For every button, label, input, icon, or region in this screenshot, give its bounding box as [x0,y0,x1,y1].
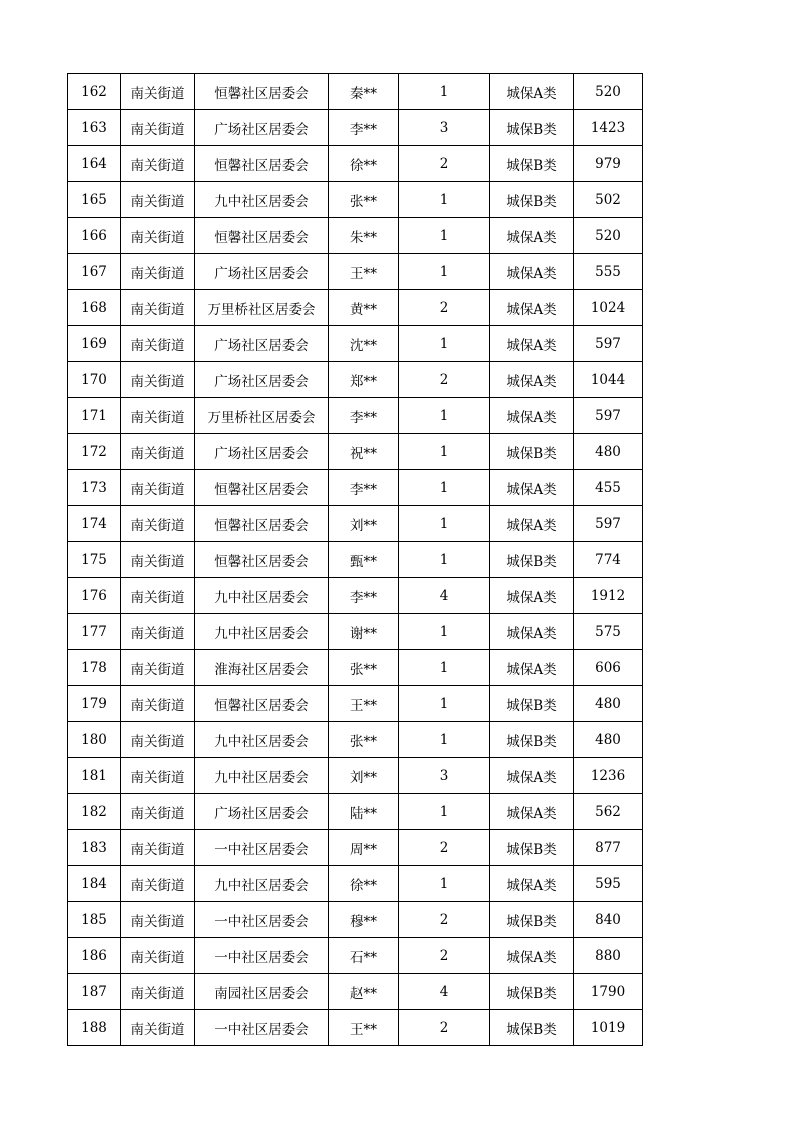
insurance-type-cell: 城保B类 [490,722,574,758]
community-cell: 一中社区居委会 [195,902,329,938]
street-cell: 南关街道 [121,686,195,722]
table-row [68,722,643,758]
household-count-cell: 1 [399,74,490,110]
community-cell: 万里桥社区居委会 [195,398,329,434]
name-cell: 谢** [329,614,399,650]
records-table [67,73,643,1046]
community-cell: 九中社区居委会 [195,866,329,902]
street-cell: 南关街道 [121,254,195,290]
amount-cell: 502 [574,182,643,218]
table-row [68,326,643,362]
household-count-cell: 1 [399,866,490,902]
amount-cell: 1024 [574,290,643,326]
insurance-type-cell: 城保A类 [490,578,574,614]
name-cell: 赵** [329,974,399,1010]
household-count-cell: 1 [399,470,490,506]
street-cell: 南关街道 [121,974,195,1010]
name-cell: 祝** [329,434,399,470]
street-cell: 南关街道 [121,830,195,866]
household-count-cell: 3 [399,110,490,146]
table-row [68,146,643,182]
name-cell: 李** [329,110,399,146]
amount-cell: 1044 [574,362,643,398]
street-cell: 南关街道 [121,722,195,758]
name-cell: 王** [329,254,399,290]
community-cell: 九中社区居委会 [195,578,329,614]
street-cell: 南关街道 [121,506,195,542]
row-number-cell: 184 [68,866,121,902]
household-count-cell: 4 [399,974,490,1010]
table-row [68,650,643,686]
row-number-cell: 165 [68,182,121,218]
row-number-cell: 183 [68,830,121,866]
household-count-cell: 1 [399,218,490,254]
community-cell: 九中社区居委会 [195,614,329,650]
street-cell: 南关街道 [121,110,195,146]
row-number-cell: 185 [68,902,121,938]
amount-cell: 606 [574,650,643,686]
table-row [68,758,643,794]
row-number-cell: 186 [68,938,121,974]
table-row [68,362,643,398]
insurance-type-cell: 城保A类 [490,506,574,542]
row-number-cell: 188 [68,1010,121,1046]
street-cell: 南关街道 [121,542,195,578]
household-count-cell: 2 [399,362,490,398]
table-row [68,182,643,218]
household-count-cell: 2 [399,146,490,182]
row-number-cell: 180 [68,722,121,758]
row-number-cell: 177 [68,614,121,650]
insurance-type-cell: 城保A类 [490,74,574,110]
table-row [68,470,643,506]
household-count-cell: 1 [399,434,490,470]
name-cell: 张** [329,182,399,218]
amount-cell: 1236 [574,758,643,794]
row-number-cell: 166 [68,218,121,254]
household-count-cell: 1 [399,614,490,650]
street-cell: 南关街道 [121,578,195,614]
community-cell: 广场社区居委会 [195,794,329,830]
amount-cell: 555 [574,254,643,290]
amount-cell: 597 [574,506,643,542]
street-cell: 南关街道 [121,182,195,218]
community-cell: 一中社区居委会 [195,938,329,974]
row-number-cell: 162 [68,74,121,110]
community-cell: 南园社区居委会 [195,974,329,1010]
table-row [68,542,643,578]
table-row [68,578,643,614]
amount-cell: 1423 [574,110,643,146]
insurance-type-cell: 城保B类 [490,686,574,722]
community-cell: 恒馨社区居委会 [195,470,329,506]
row-number-cell: 170 [68,362,121,398]
table-row [68,794,643,830]
table-row [68,1010,643,1046]
table-row [68,506,643,542]
row-number-cell: 168 [68,290,121,326]
name-cell: 李** [329,470,399,506]
name-cell: 朱** [329,218,399,254]
insurance-type-cell: 城保B类 [490,830,574,866]
amount-cell: 1019 [574,1010,643,1046]
street-cell: 南关街道 [121,326,195,362]
insurance-type-cell: 城保A类 [490,218,574,254]
insurance-type-cell: 城保B类 [490,542,574,578]
name-cell: 张** [329,722,399,758]
amount-cell: 880 [574,938,643,974]
household-count-cell: 1 [399,650,490,686]
row-number-cell: 174 [68,506,121,542]
community-cell: 恒馨社区居委会 [195,146,329,182]
community-cell: 九中社区居委会 [195,722,329,758]
street-cell: 南关街道 [121,74,195,110]
name-cell: 陆** [329,794,399,830]
row-number-cell: 167 [68,254,121,290]
amount-cell: 1790 [574,974,643,1010]
community-cell: 九中社区居委会 [195,182,329,218]
insurance-type-cell: 城保A类 [490,794,574,830]
table-row [68,74,643,110]
insurance-type-cell: 城保A类 [490,758,574,794]
amount-cell: 480 [574,686,643,722]
row-number-cell: 179 [68,686,121,722]
street-cell: 南关街道 [121,866,195,902]
name-cell: 王** [329,1010,399,1046]
table-row [68,974,643,1010]
insurance-type-cell: 城保A类 [490,398,574,434]
community-cell: 广场社区居委会 [195,110,329,146]
street-cell: 南关街道 [121,1010,195,1046]
street-cell: 南关街道 [121,290,195,326]
street-cell: 南关街道 [121,938,195,974]
household-count-cell: 2 [399,290,490,326]
name-cell: 王** [329,686,399,722]
household-count-cell: 1 [399,254,490,290]
row-number-cell: 182 [68,794,121,830]
insurance-type-cell: 城保A类 [490,866,574,902]
amount-cell: 480 [574,434,643,470]
name-cell: 徐** [329,146,399,182]
amount-cell: 575 [574,614,643,650]
street-cell: 南关街道 [121,398,195,434]
household-count-cell: 1 [399,686,490,722]
insurance-type-cell: 城保B类 [490,974,574,1010]
table-row [68,218,643,254]
name-cell: 黄** [329,290,399,326]
household-count-cell: 2 [399,830,490,866]
table-row [68,830,643,866]
amount-cell: 562 [574,794,643,830]
row-number-cell: 164 [68,146,121,182]
amount-cell: 595 [574,866,643,902]
amount-cell: 520 [574,74,643,110]
table-row [68,398,643,434]
community-cell: 恒馨社区居委会 [195,506,329,542]
street-cell: 南关街道 [121,650,195,686]
amount-cell: 597 [574,398,643,434]
name-cell: 刘** [329,758,399,794]
amount-cell: 455 [574,470,643,506]
name-cell: 刘** [329,506,399,542]
street-cell: 南关街道 [121,758,195,794]
street-cell: 南关街道 [121,902,195,938]
insurance-type-cell: 城保A类 [490,614,574,650]
amount-cell: 597 [574,326,643,362]
insurance-type-cell: 城保A类 [490,938,574,974]
name-cell: 穆** [329,902,399,938]
table-row [68,902,643,938]
table-row [68,686,643,722]
household-count-cell: 1 [399,794,490,830]
name-cell: 徐** [329,866,399,902]
name-cell: 周** [329,830,399,866]
community-cell: 九中社区居委会 [195,758,329,794]
row-number-cell: 178 [68,650,121,686]
household-count-cell: 3 [399,758,490,794]
name-cell: 李** [329,398,399,434]
row-number-cell: 181 [68,758,121,794]
insurance-type-cell: 城保A类 [490,290,574,326]
row-number-cell: 173 [68,470,121,506]
street-cell: 南关街道 [121,218,195,254]
household-count-cell: 2 [399,938,490,974]
community-cell: 恒馨社区居委会 [195,542,329,578]
name-cell: 石** [329,938,399,974]
community-cell: 万里桥社区居委会 [195,290,329,326]
name-cell: 张** [329,650,399,686]
street-cell: 南关街道 [121,470,195,506]
community-cell: 一中社区居委会 [195,1010,329,1046]
community-cell: 一中社区居委会 [195,830,329,866]
row-number-cell: 176 [68,578,121,614]
table-row [68,614,643,650]
records-table-body [68,74,643,1046]
community-cell: 广场社区居委会 [195,362,329,398]
table-row [68,290,643,326]
household-count-cell: 1 [399,722,490,758]
row-number-cell: 175 [68,542,121,578]
insurance-type-cell: 城保B类 [490,110,574,146]
insurance-type-cell: 城保B类 [490,434,574,470]
name-cell: 郑** [329,362,399,398]
household-count-cell: 2 [399,1010,490,1046]
street-cell: 南关街道 [121,794,195,830]
household-count-cell: 1 [399,542,490,578]
table-row [68,938,643,974]
table-row [68,254,643,290]
household-count-cell: 1 [399,398,490,434]
table-row [68,866,643,902]
community-cell: 恒馨社区居委会 [195,686,329,722]
insurance-type-cell: 城保A类 [490,326,574,362]
household-count-cell: 1 [399,506,490,542]
amount-cell: 774 [574,542,643,578]
household-count-cell: 4 [399,578,490,614]
row-number-cell: 171 [68,398,121,434]
street-cell: 南关街道 [121,614,195,650]
community-cell: 恒馨社区居委会 [195,218,329,254]
community-cell: 广场社区居委会 [195,254,329,290]
insurance-type-cell: 城保B类 [490,182,574,218]
name-cell: 甄** [329,542,399,578]
community-cell: 淮海社区居委会 [195,650,329,686]
name-cell: 李** [329,578,399,614]
insurance-type-cell: 城保A类 [490,470,574,506]
amount-cell: 840 [574,902,643,938]
household-count-cell: 1 [399,326,490,362]
community-cell: 广场社区居委会 [195,326,329,362]
community-cell: 恒馨社区居委会 [195,74,329,110]
amount-cell: 877 [574,830,643,866]
amount-cell: 480 [574,722,643,758]
street-cell: 南关街道 [121,434,195,470]
row-number-cell: 169 [68,326,121,362]
row-number-cell: 172 [68,434,121,470]
street-cell: 南关街道 [121,362,195,398]
insurance-type-cell: 城保B类 [490,1010,574,1046]
street-cell: 南关街道 [121,146,195,182]
amount-cell: 1912 [574,578,643,614]
amount-cell: 979 [574,146,643,182]
amount-cell: 520 [574,218,643,254]
table-row [68,434,643,470]
row-number-cell: 163 [68,110,121,146]
insurance-type-cell: 城保B类 [490,902,574,938]
community-cell: 广场社区居委会 [195,434,329,470]
name-cell: 沈** [329,326,399,362]
insurance-type-cell: 城保A类 [490,254,574,290]
household-count-cell: 1 [399,182,490,218]
insurance-type-cell: 城保A类 [490,362,574,398]
row-number-cell: 187 [68,974,121,1010]
table-row [68,110,643,146]
name-cell: 秦** [329,74,399,110]
household-count-cell: 2 [399,902,490,938]
insurance-type-cell: 城保B类 [490,146,574,182]
insurance-type-cell: 城保A类 [490,650,574,686]
